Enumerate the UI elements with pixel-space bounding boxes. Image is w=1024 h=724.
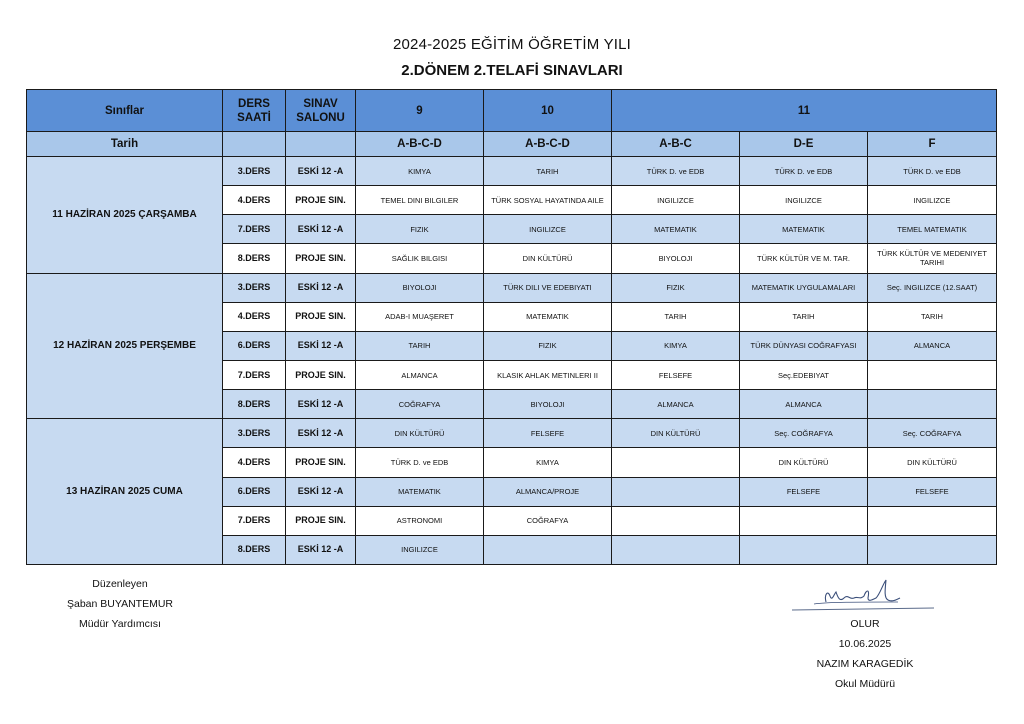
period-cell: 7.DERS [223, 360, 286, 389]
subject-cell-grade-11-de: ALMANCA [740, 390, 868, 419]
subject-cell-grade-11-abc: FELSEFE [612, 360, 740, 389]
prepared-by-label: Düzenleyen [92, 578, 148, 590]
subject-cell-grade-10: FELSEFE [484, 419, 612, 448]
subject-cell-grade-11-abc: FIZIK [612, 273, 740, 302]
period-cell: 4.DERS [223, 448, 286, 477]
subject-cell-grade-11-abc: KIMYA [612, 331, 740, 360]
period-cell: 3.DERS [223, 419, 286, 448]
subject-cell-grade-10: ALMANCA/PROJE [484, 477, 612, 506]
subject-cell-grade-10: DIN KÜLTÜRÜ [484, 244, 612, 273]
period-cell: 3.DERS [223, 273, 286, 302]
principal-title: Okul Müdürü [834, 678, 896, 690]
subject-cell-grade-11-f [868, 535, 997, 564]
header-grade-10: 10 [484, 90, 612, 132]
room-cell: ESKİ 12 -A [286, 157, 356, 186]
header-ders-saati-line2: SAATİ [237, 111, 271, 124]
period-cell: 8.DERS [223, 390, 286, 419]
period-cell: 3.DERS [223, 157, 286, 186]
room-cell: ESKİ 12 -A [286, 477, 356, 506]
subject-cell-grade-10: MATEMATIK [484, 302, 612, 331]
period-cell: 6.DERS [223, 477, 286, 506]
header-ders-saati [223, 90, 286, 132]
period-cell: 7.DERS [223, 215, 286, 244]
subject-cell-grade-10: INGILIZCE [484, 215, 612, 244]
subject-cell-grade-9: COĞRAFYA [356, 390, 484, 419]
exam-date: 13 HAZİRAN 2025 CUMA [27, 419, 223, 565]
subject-cell-grade-9: FIZIK [356, 215, 484, 244]
subject-cell-grade-11-de: FELSEFE [740, 477, 868, 506]
subject-cell-grade-9: KIMYA [356, 157, 484, 186]
subject-cell-grade-11-f: FELSEFE [868, 477, 997, 506]
header-blank-2 [286, 132, 356, 157]
subject-cell-grade-9: MATEMATIK [356, 477, 484, 506]
subject-cell-grade-11-f [868, 360, 997, 389]
room-cell: ESKİ 12 -A [286, 215, 356, 244]
room-cell: PROJE SIN. [286, 244, 356, 273]
subject-cell-grade-11-abc: TARIH [612, 302, 740, 331]
subject-cell-grade-11-de: Seç. COĞRAFYA [740, 419, 868, 448]
header-section-11-f: F [868, 132, 997, 157]
subject-cell-grade-9: TEMEL DINI BILGILER [356, 186, 484, 215]
subject-cell-grade-11-de: Seç.EDEBIYAT [740, 360, 868, 389]
header-section-11-de: D-E [740, 132, 868, 157]
prepared-by-title: Müdür Yardımcısı [79, 618, 161, 630]
subject-cell-grade-11-f: Seç. INGILIZCE (12.SAAT) [868, 273, 997, 302]
subject-cell-grade-9: ASTRONOMI [356, 506, 484, 535]
subject-cell-grade-11-abc: INGILIZCE [612, 186, 740, 215]
subject-cell-grade-11-f: INGILIZCE [868, 186, 997, 215]
subject-cell-grade-11-f [868, 506, 997, 535]
principal-name: NAZIM KARAGEDİK [816, 658, 914, 670]
table-row [27, 419, 997, 448]
subject-cell-grade-11-de: MATEMATIK [740, 215, 868, 244]
header-sinav-salonu [286, 90, 356, 132]
exam-date: 12 HAZİRAN 2025 PERŞEMBE [27, 273, 223, 419]
subject-cell-grade-11-f: DIN KÜLTÜRÜ [868, 448, 997, 477]
subject-cell-grade-11-de: TÜRK DÜNYASI COĞRAFYASI [740, 331, 868, 360]
room-cell: ESKİ 12 -A [286, 331, 356, 360]
subject-cell-grade-10: KLASIK AHLAK METINLERI II [484, 360, 612, 389]
subject-cell-grade-11-f: Seç. COĞRAFYA [868, 419, 997, 448]
subject-cell-grade-11-de: TÜRK KÜLTÜR VE M. TAR. [740, 244, 868, 273]
subject-cell-grade-9: TARIH [356, 331, 484, 360]
period-cell: 8.DERS [223, 535, 286, 564]
subject-cell-grade-11-abc [612, 477, 740, 506]
subject-cell-grade-11-de: TARIH [740, 302, 868, 331]
period-cell: 6.DERS [223, 331, 286, 360]
subject-cell-grade-9: INGILIZCE [356, 535, 484, 564]
subject-cell-grade-11-de: MATEMATIK UYGULAMALARI [740, 273, 868, 302]
room-cell: ESKİ 12 -A [286, 273, 356, 302]
room-cell: PROJE SIN. [286, 448, 356, 477]
prepared-by-block [40, 574, 200, 634]
subject-cell-grade-10: COĞRAFYA [484, 506, 612, 535]
header-ders-saati-line1: DERS [238, 97, 270, 110]
header-siniflar: Sınıflar [27, 90, 223, 132]
subject-cell-grade-11-de [740, 535, 868, 564]
subject-cell-grade-10: BIYOLOJI [484, 390, 612, 419]
principal-signature [788, 572, 938, 616]
header-grade-11: 11 [612, 90, 997, 132]
subject-cell-grade-11-f: TARIH [868, 302, 997, 331]
period-cell: 7.DERS [223, 506, 286, 535]
header-grade-9: 9 [356, 90, 484, 132]
subject-cell-grade-9: ADAB-I MUAŞERET [356, 302, 484, 331]
document-title: 2024-2025 EĞİTİM ÖĞRETİM YILI [392, 36, 632, 53]
table-row [27, 273, 997, 302]
room-cell: ESKİ 12 -A [286, 535, 356, 564]
subject-cell-grade-11-f: TÜRK D. ve EDB [868, 157, 997, 186]
header-blank-1 [223, 132, 286, 157]
subject-cell-grade-11-abc: BIYOLOJI [612, 244, 740, 273]
approval-label: OLUR [850, 618, 880, 630]
subject-cell-grade-9: BIYOLOJI [356, 273, 484, 302]
subject-cell-grade-9: ALMANCA [356, 360, 484, 389]
period-cell: 8.DERS [223, 244, 286, 273]
subject-cell-grade-11-de [740, 506, 868, 535]
header-tarih: Tarih [27, 132, 223, 157]
room-cell: PROJE SIN. [286, 360, 356, 389]
table-row [27, 157, 997, 186]
document-subtitle: 2.DÖNEM 2.TELAFİ SINAVLARI [401, 62, 623, 79]
approval-block [790, 614, 940, 694]
subject-cell-grade-11-f: ALMANCA [868, 331, 997, 360]
subject-cell-grade-11-f: TÜRK KÜLTÜR VE MEDENIYET TARIHI [868, 244, 997, 273]
subject-cell-grade-10: FIZIK [484, 331, 612, 360]
room-cell: PROJE SIN. [286, 302, 356, 331]
subject-cell-grade-9: SAĞLIK BILGISI [356, 244, 484, 273]
exam-schedule-table [26, 89, 997, 565]
header-sinav-salonu-line2: SALONU [296, 111, 345, 124]
subject-cell-grade-10: KIMYA [484, 448, 612, 477]
header-sinav-salonu-line1: SINAV [303, 97, 338, 110]
subject-cell-grade-11-f: TEMEL MATEMATIK [868, 215, 997, 244]
approval-date: 10.06.2025 [838, 638, 892, 650]
schedule-body [27, 157, 997, 565]
subject-cell-grade-11-abc [612, 506, 740, 535]
exam-date: 11 HAZİRAN 2025 ÇARŞAMBA [27, 157, 223, 274]
subject-cell-grade-11-abc: MATEMATIK [612, 215, 740, 244]
room-cell: ESKİ 12 -A [286, 419, 356, 448]
room-cell: PROJE SIN. [286, 506, 356, 535]
period-cell: 4.DERS [223, 302, 286, 331]
room-cell: ESKİ 12 -A [286, 390, 356, 419]
subject-cell-grade-11-abc: TÜRK D. ve EDB [612, 157, 740, 186]
subject-cell-grade-10: TÜRK SOSYAL HAYATINDA AILE [484, 186, 612, 215]
subject-cell-grade-10: TÜRK DILI VE EDEBIYATI [484, 273, 612, 302]
subject-cell-grade-11-abc [612, 535, 740, 564]
period-cell: 4.DERS [223, 186, 286, 215]
subject-cell-grade-11-abc: ALMANCA [612, 390, 740, 419]
subject-cell-grade-11-de: DIN KÜLTÜRÜ [740, 448, 868, 477]
subject-cell-grade-9: DIN KÜLTÜRÜ [356, 419, 484, 448]
subject-cell-grade-11-abc [612, 448, 740, 477]
room-cell: PROJE SIN. [286, 186, 356, 215]
subject-cell-grade-10: TARIH [484, 157, 612, 186]
subject-cell-grade-11-abc: DIN KÜLTÜRÜ [612, 419, 740, 448]
header-section-9: A-B-C-D [356, 132, 484, 157]
subject-cell-grade-9: TÜRK D. ve EDB [356, 448, 484, 477]
prepared-by-name: Şaban BUYANTEMUR [66, 598, 173, 610]
subject-cell-grade-11-de: TÜRK D. ve EDB [740, 157, 868, 186]
header-section-10: A-B-C-D [484, 132, 612, 157]
subject-cell-grade-10 [484, 535, 612, 564]
subject-cell-grade-11-f [868, 390, 997, 419]
header-section-11-abc: A-B-C [612, 132, 740, 157]
subject-cell-grade-11-de: INGILIZCE [740, 186, 868, 215]
